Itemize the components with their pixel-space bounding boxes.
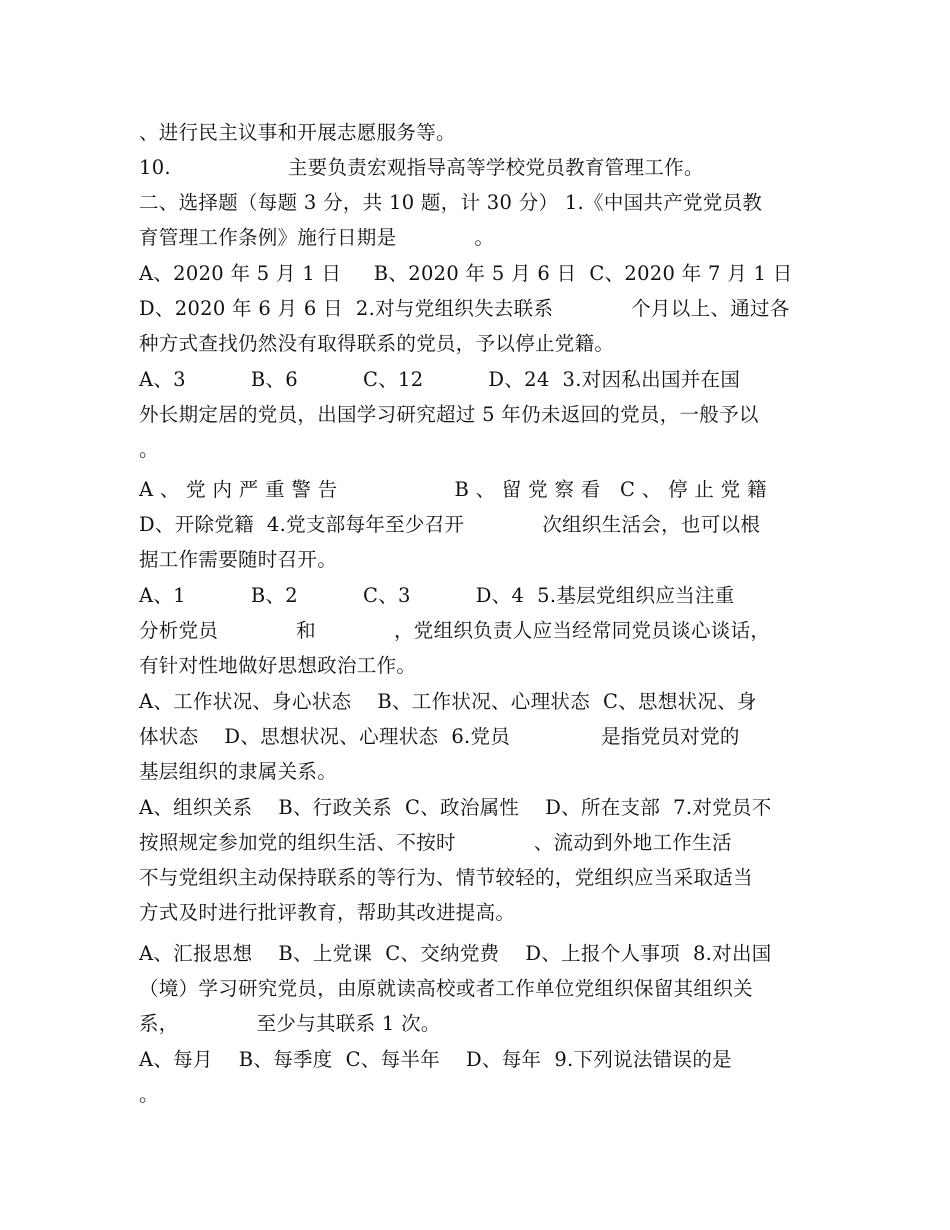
text-line: 二、选择题（每题 3 分，共 10 题，计 30 分） 1.《中国共产党党员教 — [139, 191, 763, 214]
text-line: A、2020 年 5 月 1 日 B、2020 年 5 月 6 日 C、2020 年 7 月 1 日 — [139, 262, 793, 285]
text-line: 种方式查找仍然没有取得联系的党员，予以停止党籍。 — [139, 332, 615, 355]
text-line: 10. 主要负责宏观指导高等学校党员教育管理工作。 — [139, 156, 704, 179]
text-line: 。 — [139, 438, 159, 461]
text-line: 。 — [139, 1083, 159, 1106]
text-line: D、2020 年 6 月 6 日 2.对与党组织失去联系 个月以上、通过各 — [139, 297, 790, 320]
text-line: 育管理工作条例》施行日期是 。 — [139, 226, 495, 249]
text-line: 外长期定居的党员，出国学习研究超过 5 年仍未返回的党员，一般予以 — [139, 403, 759, 426]
text-line: D、开除党籍 4.党支部每年至少召开 次组织生活会，也可以根 — [139, 513, 761, 536]
text-line: A、每月 B、每季度 C、每半年 D、每年 9.下列说法错误的是 — [139, 1048, 732, 1071]
text-line: A、汇报思想 B、上党课 C、交纳党费 D、上报个人事项 8.对出国 — [139, 942, 772, 965]
text-line: 系， 至少与其联系 1 次。 — [139, 1012, 441, 1035]
text-line: A、3 B、6 C、12 D、24 3.对因私出国并在国 — [139, 368, 741, 391]
text-line: 方式及时进行批评教育，帮助其改进提高。 — [139, 901, 516, 924]
text-line: 分析党员 和 ，党组织负责人应当经常同党员谈心谈话， — [139, 619, 771, 642]
text-line: 体状态 D、思想状况、心理状态 6.党员 是指党员对党的 — [139, 725, 740, 748]
text-line: 按照规定参加党的组织生活、不按时 、流动到外地工作生活 — [139, 831, 732, 854]
text-line: （境）学习研究党员，由原就读高校或者工作单位党组织保留其组织关 — [139, 977, 753, 1000]
text-line: 不与党组织主动保持联系的等行为、情节较轻的，党组织应当采取适当 — [139, 866, 753, 889]
text-line: 据工作需要随时召开。 — [139, 548, 338, 571]
text-line: 有针对性地做好思想政治工作。 — [139, 654, 417, 677]
text-line: A、1 B、2 C、3 D、4 5.基层党组织应当注重 — [139, 584, 735, 607]
text-line: A、工作状况、身心状态 B、工作状况、心理状态 C、思想状况、身 — [139, 690, 757, 713]
text-line: 、进行民主议事和开展志愿服务等。 — [139, 121, 456, 144]
text-line: A 、 党 内 严 重 警 告 B 、 留 党 察 看 C 、 停 止 党 籍 — [139, 478, 767, 501]
text-line: A、组织关系 B、行政关系 C、政治属性 D、所在支部 7.对党员不 — [139, 796, 772, 819]
text-line: 基层组织的隶属关系。 — [139, 760, 338, 783]
